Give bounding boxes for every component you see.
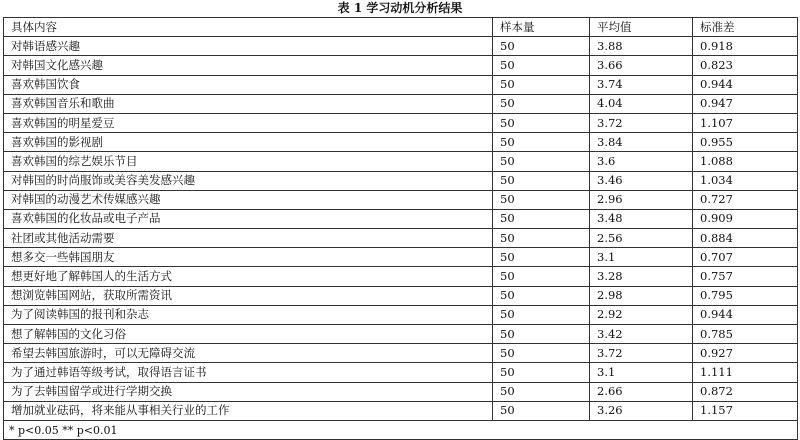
std-dev-cell: 0.955 (693, 133, 798, 152)
sample-size-cell: 50 (493, 305, 590, 324)
sample-size-cell: 50 (493, 325, 590, 344)
sample-size-cell: 50 (493, 363, 590, 382)
mean-cell: 3.6 (590, 152, 693, 171)
mean-cell: 2.66 (590, 382, 693, 401)
table-row (4, 286, 798, 305)
std-dev-cell: 0.785 (693, 325, 798, 344)
std-dev-cell: 0.727 (693, 190, 798, 209)
content-cell: 喜欢韩国的明星爱豆 (4, 113, 493, 132)
std-dev-cell: 1.088 (693, 152, 798, 171)
sample-size-cell: 50 (493, 344, 590, 363)
content-cell: 为了通过韩语等级考试，取得语言证书 (4, 363, 493, 382)
std-dev-cell: 0.795 (693, 286, 798, 305)
mean-cell: 3.42 (590, 325, 693, 344)
sample-size-cell: 50 (493, 152, 590, 171)
mean-cell: 3.46 (590, 171, 693, 190)
std-dev-cell: 0.909 (693, 209, 798, 228)
table-row (4, 56, 798, 75)
table-row (4, 305, 798, 324)
content-cell: 为了阅读韩国的报刊和杂志 (4, 305, 493, 324)
mean-cell: 3.26 (590, 401, 693, 420)
sample-size-cell: 50 (493, 75, 590, 94)
table-row (4, 190, 798, 209)
sample-size-cell: 50 (493, 382, 590, 401)
content-cell: 想更好地了解韩国人的生活方式 (4, 267, 493, 286)
std-dev-cell: 0.823 (693, 56, 798, 75)
sample-size-cell: 50 (493, 286, 590, 305)
sample-size-cell: 50 (493, 401, 590, 420)
table-row (4, 37, 798, 56)
mean-cell: 3.72 (590, 113, 693, 132)
std-dev-cell: 1.034 (693, 171, 798, 190)
mean-cell: 3.84 (590, 133, 693, 152)
content-cell: 社团或其他活动需要 (4, 229, 493, 248)
std-dev-cell: 0.947 (693, 94, 798, 113)
mean-cell: 3.1 (590, 363, 693, 382)
footnote-row (4, 420, 798, 439)
mean-cell: 4.04 (590, 94, 693, 113)
mean-cell: 3.66 (590, 56, 693, 75)
header-std-dev: 标准差 (693, 18, 798, 37)
table-row (4, 152, 798, 171)
table-row (4, 325, 798, 344)
content-cell: 喜欢韩国的影视剧 (4, 133, 493, 152)
table-row (4, 133, 798, 152)
table-row (4, 94, 798, 113)
table-row (4, 75, 798, 94)
mean-cell: 2.56 (590, 229, 693, 248)
table-row (4, 209, 798, 228)
table-row (4, 171, 798, 190)
std-dev-cell: 1.157 (693, 401, 798, 420)
table-row (4, 344, 798, 363)
content-cell: 希望去韩国旅游时，可以无障碍交流 (4, 344, 493, 363)
std-dev-cell: 0.707 (693, 248, 798, 267)
sample-size-cell: 50 (493, 56, 590, 75)
mean-cell: 2.92 (590, 305, 693, 324)
content-cell: 对韩国的时尚服饰或美容美发感兴趣 (4, 171, 493, 190)
content-cell: 对韩国文化感兴趣 (4, 56, 493, 75)
mean-cell: 3.88 (590, 37, 693, 56)
content-cell: 喜欢韩国饮食 (4, 75, 493, 94)
content-cell: 为了去韩国留学或进行学期交换 (4, 382, 493, 401)
std-dev-cell: 0.918 (693, 37, 798, 56)
content-cell: 喜欢韩国的综艺娱乐节目 (4, 152, 493, 171)
header-row (4, 18, 798, 37)
mean-cell: 3.72 (590, 344, 693, 363)
table-row (4, 267, 798, 286)
std-dev-cell: 1.107 (693, 113, 798, 132)
sample-size-cell: 50 (493, 171, 590, 190)
motivation-table (3, 17, 798, 440)
header-content: 具体内容 (4, 18, 493, 37)
header-mean: 平均值 (590, 18, 693, 37)
content-cell: 增加就业砝码，将来能从事相关行业的工作 (4, 401, 493, 420)
content-cell: 对韩语感兴趣 (4, 37, 493, 56)
content-cell: 想浏览韩国网站，获取所需资讯 (4, 286, 493, 305)
mean-cell: 2.98 (590, 286, 693, 305)
content-cell: 对韩国的动漫艺术传媒感兴趣 (4, 190, 493, 209)
sample-size-cell: 50 (493, 113, 590, 132)
mean-cell: 3.48 (590, 209, 693, 228)
header-sample-size: 样本量 (493, 18, 590, 37)
table-caption: 表 1 学习动机分析结果 (337, 1, 463, 15)
table-row (4, 401, 798, 420)
sample-size-cell: 50 (493, 94, 590, 113)
sample-size-cell: 50 (493, 248, 590, 267)
table-row (4, 382, 798, 401)
std-dev-cell: 0.927 (693, 344, 798, 363)
std-dev-cell: 1.111 (693, 363, 798, 382)
sample-size-cell: 50 (493, 37, 590, 56)
content-cell: 想多交一些韩国朋友 (4, 248, 493, 267)
sample-size-cell: 50 (493, 229, 590, 248)
std-dev-cell: 0.884 (693, 229, 798, 248)
table-row (4, 248, 798, 267)
mean-cell: 2.96 (590, 190, 693, 209)
mean-cell: 3.28 (590, 267, 693, 286)
table-row (4, 363, 798, 382)
sample-size-cell: 50 (493, 190, 590, 209)
table-row (4, 229, 798, 248)
sample-size-cell: 50 (493, 267, 590, 286)
footnote: * p<0.05 ** p<0.01 (4, 420, 798, 439)
content-cell: 喜欢韩国的化妆品或电子产品 (4, 209, 493, 228)
std-dev-cell: 0.944 (693, 305, 798, 324)
std-dev-cell: 0.872 (693, 382, 798, 401)
table-row (4, 113, 798, 132)
content-cell: 喜欢韩国音乐和歌曲 (4, 94, 493, 113)
std-dev-cell: 0.757 (693, 267, 798, 286)
sample-size-cell: 50 (493, 133, 590, 152)
std-dev-cell: 0.944 (693, 75, 798, 94)
mean-cell: 3.74 (590, 75, 693, 94)
sample-size-cell: 50 (493, 209, 590, 228)
content-cell: 想了解韩国的文化习俗 (4, 325, 493, 344)
mean-cell: 3.1 (590, 248, 693, 267)
